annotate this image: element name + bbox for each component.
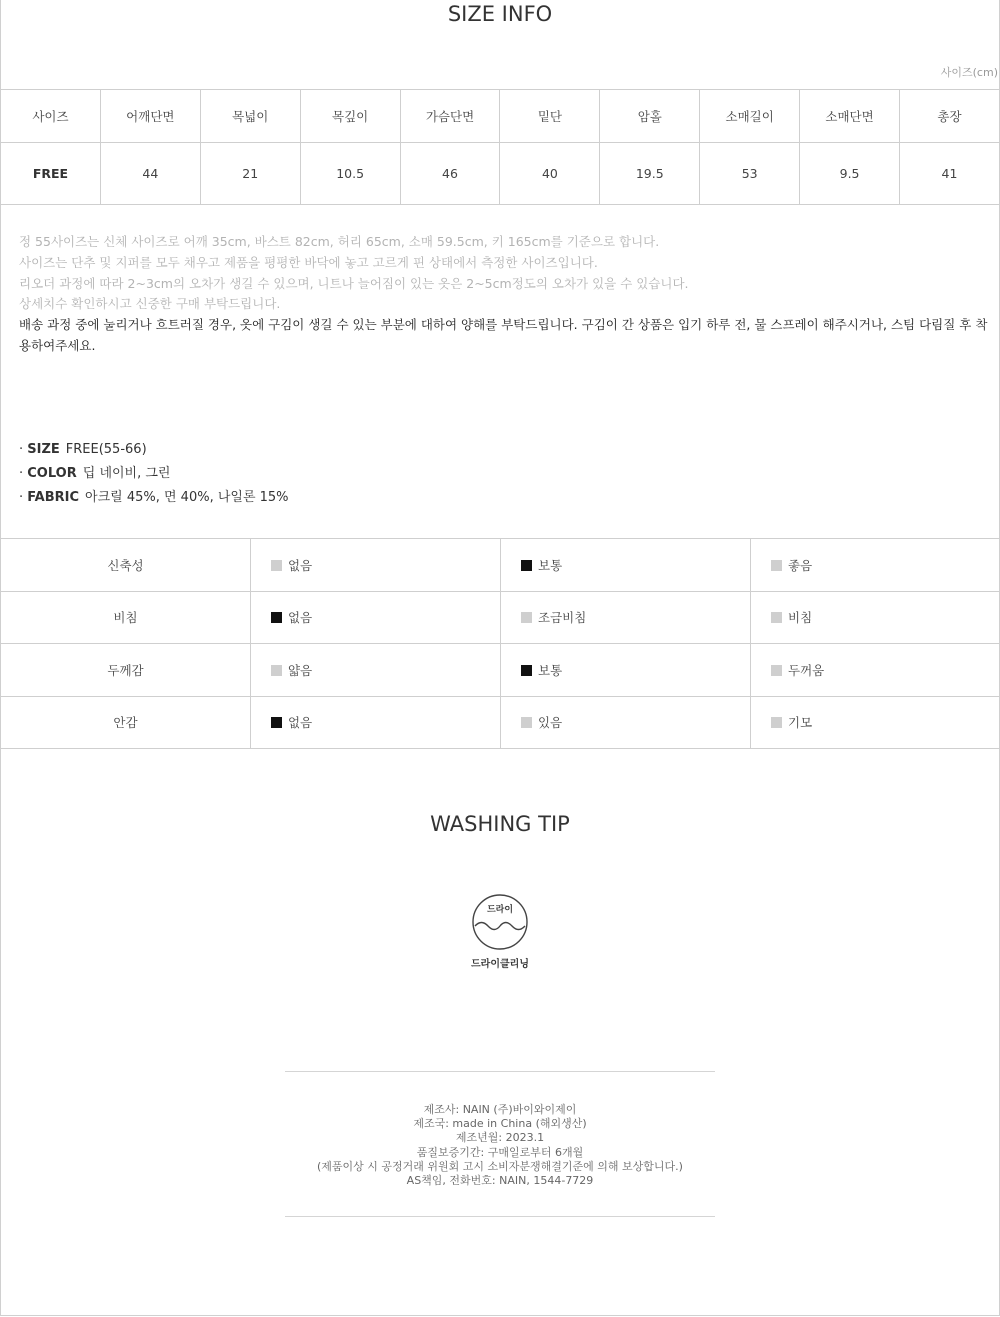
fit-option-text: 없음 — [288, 715, 313, 731]
product-info-color: · COLOR 딥 네이비, 그린 — [19, 466, 171, 481]
fit-option-text: 얇음 — [288, 662, 313, 678]
fit-row-label: 두께감 — [1, 644, 251, 697]
fit-option — [751, 644, 1000, 697]
info-label: FABRIC — [27, 490, 80, 505]
fit-option-text: 없음 — [288, 557, 313, 573]
size-table-header-row — [1, 90, 1000, 143]
fit-option-text: 비침 — [788, 610, 813, 626]
size-value-cell: 40 — [500, 143, 600, 205]
fit-option — [251, 644, 501, 697]
size-value-cell: FREE — [1, 143, 101, 205]
footer-line: 제조국: made in China (해외생산) — [413, 1117, 587, 1131]
washing-tip-title: WASHING TIP — [430, 812, 570, 836]
size-header-cell: 밑단 — [500, 90, 600, 143]
fit-option-text: 두꺼움 — [788, 662, 825, 678]
size-header-cell: 목넓이 — [200, 90, 300, 143]
size-header-cell: 가슴단면 — [400, 90, 500, 143]
fit-option-text: 좋음 — [788, 557, 813, 573]
selected-square-icon — [521, 560, 532, 571]
divider — [285, 1071, 715, 1072]
fit-row — [1, 591, 1000, 644]
footer-line: 제조년월: 2023.1 — [455, 1131, 545, 1145]
unselected-square-icon — [771, 717, 782, 728]
size-header-cell: 소매길이 — [700, 90, 800, 143]
product-info-fabric: · FABRIC 아크릴 45%, 면 40%, 나일론 15% — [19, 490, 289, 505]
unselected-square-icon — [271, 560, 282, 571]
fit-option — [251, 696, 501, 749]
product-footer — [0, 1103, 1000, 1188]
size-header-cell: 사이즈 — [1, 90, 101, 143]
dry-clean-icon — [469, 893, 531, 957]
fit-option — [501, 696, 751, 749]
size-notes — [19, 232, 994, 357]
footer-line: AS책임, 전화번호: NAIN, 1544-7729 — [406, 1174, 594, 1188]
size-table — [0, 89, 1000, 205]
info-value: FREE(55-66) — [65, 442, 147, 457]
fit-row-label: 비침 — [1, 591, 251, 644]
size-value-cell: 19.5 — [600, 143, 700, 205]
fit-option-text: 보통 — [538, 662, 563, 678]
fit-option — [501, 539, 751, 592]
unselected-square-icon — [521, 717, 532, 728]
size-value-cell: 21 — [200, 143, 300, 205]
fit-option-text: 없음 — [288, 610, 313, 626]
fit-option-text: 조금비침 — [538, 610, 587, 626]
size-value-cell: 44 — [100, 143, 200, 205]
size-table-row — [1, 143, 1000, 205]
fit-option — [751, 696, 1000, 749]
size-info-title: SIZE INFO — [447, 2, 553, 26]
fit-option — [251, 591, 501, 644]
product-info-list — [19, 438, 289, 510]
size-value-cell: 41 — [900, 143, 1000, 205]
shipping-note: 배송 과정 중에 눌리거나 흐트러질 경우, 옷에 구김이 생길 수 있는 부분에 대하여 양해를 부탁드립니다. 구김이 간 상품은 입기 하루 전, 물 스프레이 해주시거나, 스팀 다림질 후 착용하여주세요. — [19, 317, 988, 353]
unselected-square-icon — [521, 612, 532, 623]
size-header-cell: 어깨단면 — [100, 90, 200, 143]
footer-line: (제품이상 시 공정거래 위원회 고시 소비자분쟁해결기준에 의해 보상합니다.) — [317, 1159, 683, 1173]
selected-square-icon — [521, 665, 532, 676]
note-line: 사이즈는 단추 및 지퍼를 모두 채우고 제품을 평평한 바닥에 놓고 고르게 핀 상태에서 측정한 사이즈입니다. — [19, 254, 598, 270]
selected-square-icon — [271, 612, 282, 623]
size-header-cell: 암홀 — [600, 90, 700, 143]
size-value-cell: 10.5 — [300, 143, 400, 205]
size-value-cell: 46 — [400, 143, 500, 205]
size-header-cell: 목깊이 — [300, 90, 400, 143]
fit-option-text: 보통 — [538, 557, 563, 573]
dry-clean-icon-text: 드라이 — [486, 905, 514, 915]
size-value-cell: 53 — [700, 143, 800, 205]
product-info-size: · SIZE FREE(55-66) — [19, 442, 147, 457]
footer-line: 품질보증기간: 구매일로부터 6개월 — [416, 1145, 584, 1159]
unselected-square-icon — [771, 560, 782, 571]
info-label: COLOR — [27, 466, 77, 481]
fit-option — [251, 539, 501, 592]
unselected-square-icon — [771, 612, 782, 623]
dry-clean-label: 드라이클리닝 — [471, 959, 529, 970]
fit-row-label: 신축성 — [1, 539, 251, 592]
fit-row-label: 안감 — [1, 696, 251, 749]
footer-line: 제조사: NAIN (주)바이와이제이 — [423, 1103, 577, 1116]
size-value-cell: 9.5 — [800, 143, 900, 205]
info-value: 아크릴 45%, 면 40%, 나일론 15% — [85, 490, 289, 505]
note-line: 정 55사이즈는 신체 사이즈로 어깨 35cm, 바스트 82cm, 허리 65cm, 소매 59.5cm, 키 165cm를 기준으로 합니다. — [19, 234, 660, 249]
unselected-square-icon — [271, 665, 282, 676]
fit-row — [1, 539, 1000, 592]
fit-table — [0, 538, 1000, 749]
size-header-cell: 총장 — [900, 90, 1000, 143]
fit-option — [751, 591, 1000, 644]
info-label: SIZE — [27, 442, 60, 457]
size-header-cell: 소매단면 — [800, 90, 900, 143]
divider — [285, 1216, 715, 1217]
unselected-square-icon — [771, 665, 782, 676]
fit-option — [501, 644, 751, 697]
size-unit-label: 사이즈(cm) — [940, 66, 998, 79]
note-line: 상세치수 확인하시고 신중한 구매 부탁드립니다. — [19, 296, 281, 312]
fit-row — [1, 644, 1000, 697]
fit-option-text: 기모 — [788, 715, 813, 731]
note-line: 리오더 과정에 따라 2~3cm의 오차가 생길 수 있으며, 니트나 늘어짐이 있는 옷은 2~5cm정도의 오차가 있을 수 있습니다. — [19, 275, 689, 291]
fit-option — [501, 591, 751, 644]
selected-square-icon — [271, 717, 282, 728]
fit-option-text: 있음 — [538, 715, 563, 731]
fit-option — [751, 539, 1000, 592]
info-value: 딥 네이비, 그린 — [82, 466, 171, 481]
fit-row — [1, 696, 1000, 749]
